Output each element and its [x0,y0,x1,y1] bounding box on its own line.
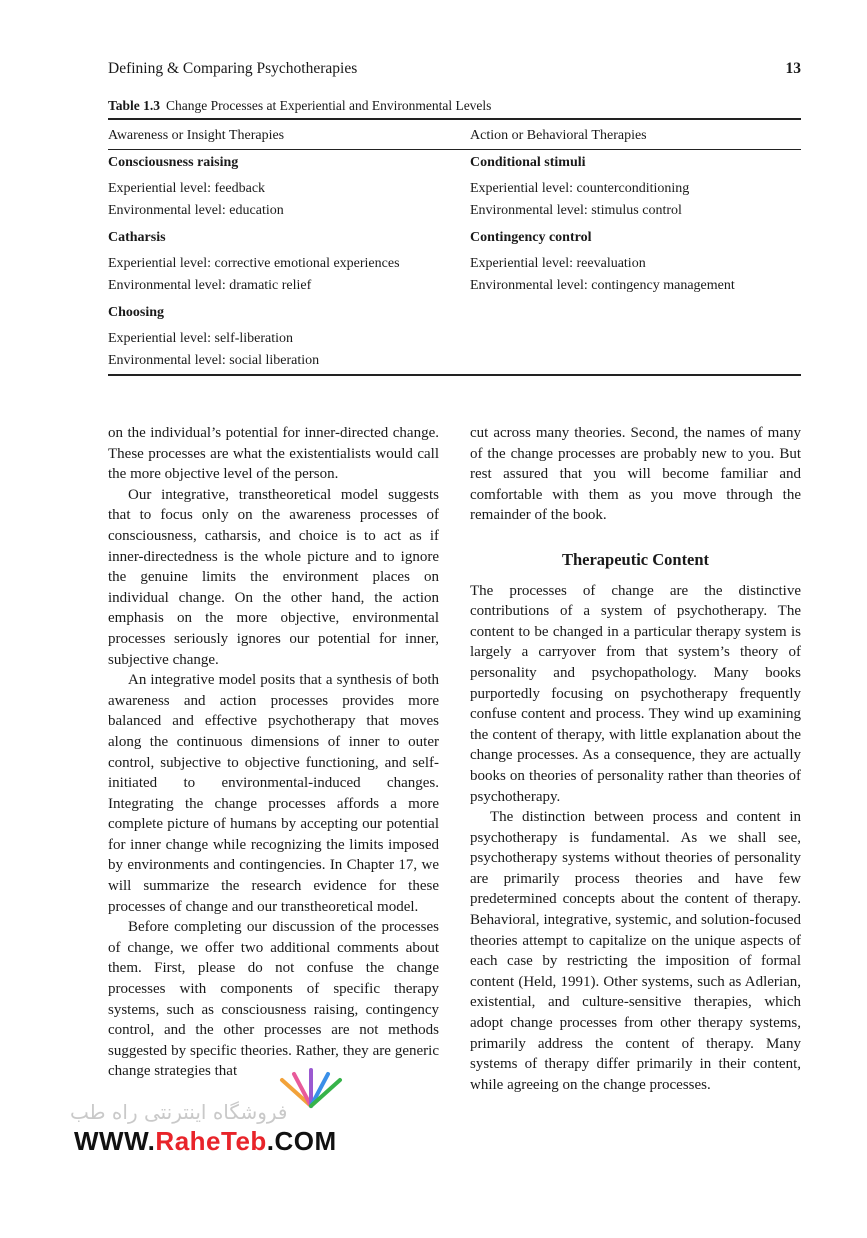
table-heading: Contingency control [470,230,592,245]
paragraph: Our integrative, transtheoretical model suggests that to focus only on the awareness processes of consciousness, catharsis, and choice is to act as if inner-directedness is the whole picture and to ignore the genuine limits the environment places on individual change. On the other hand, the action emphasis on the more objective, environmental processes seriously ignores our potential for inner, subjective change. [108,486,439,668]
table-heading: Consciousness raising [108,155,239,170]
body-column-right [470,423,801,1095]
table-cell: Experiential level: self-liberation [108,331,294,346]
watermark-brand: RaheTeb [155,1126,267,1156]
watermark-persian-text: فروشگاه اینترنتی راه طب [70,1100,288,1124]
table-header-rule [108,149,801,150]
table-cell: Experiential level: feedback [108,181,266,196]
table-cell: Experiential level: reevaluation [470,256,646,271]
table-cell: Environmental level: social liberation [108,353,320,368]
paragraph: The processes of change are the distinctive contributions of a system of psychotherapy. The content to be changed in a particular therapy system is largely a carryover from that system’s theory of personality and psychopathology. Many books purportedly focusing on psychotherapy frequently confuse content and process. They wind up examining the content of therapy, with little explanation about the change processes. As a consequence, they are actually books on theories of personality rather than theories of psychotherapy. [470,582,801,805]
table-cell: Experiential level: corrective emotional experiences [108,256,400,271]
table-cell: Environmental level: stimulus control [470,203,682,218]
table-caption [108,98,491,114]
table-heading: Conditional stimuli [470,155,586,170]
table-column-header-right: Action or Behavioral Therapies [470,128,647,143]
table-bottom-rule [108,374,801,376]
table-label: Table 1.3 [108,98,161,113]
watermark-prefix: WWW. [74,1126,156,1156]
page-number: 13 [785,60,801,77]
paragraph: on the individual’s potential for inner-directed change. These processes are what the existentialists would call the more objective level of the person. [108,425,439,483]
paragraph: Before completing our discussion of the processes of change, we offer two additional comments about them. First, please do not confuse the change processes with components of specific therapy systems, such as consciousness raising, contingency control, and the other processes are not methods suggested by specific theories. Rather, they are generic change strategies that [108,919,439,1080]
table-cell: Environmental level: education [108,203,284,218]
section-heading: Therapeutic Content [561,549,710,569]
running-title: Defining & Comparing Psychotherapies [108,60,358,77]
watermark-url [74,1126,337,1157]
table-title: Change Processes at Experiential and Environmental Levels [166,98,492,113]
table-heading: Choosing [108,305,165,320]
watermark-suffix: .COM [266,1126,337,1156]
table-column-header-left: Awareness or Insight Therapies [108,128,285,143]
running-header [108,60,801,82]
body-column-left [108,423,439,1082]
paragraph: The distinction between process and content in psychotherapy is fundamental. As we shall see, psychotherapy systems without theories of personality are primarily process theories and have few predetermined concepts about the content of therapy. Behavioral, integrative, systemic, and solution-focused theories attempt to capitalize on the unique aspects of each case by restricting the imposition of formal content (Held, 1991). Other systems, such as Adlerian, existential, and culture-sensitive therapies, which adopt change processes from other therapy systems, primarily address the content of therapy. Many systems of therapy differ primarily in their content, while agreeing on the change processes. [470,809,801,1093]
table-top-rule [108,118,801,120]
table-cell: Environmental level: dramatic relief [108,278,312,293]
paragraph: An integrative model posits that a synthesis of both awareness and action processes provides more balanced and effective psychotherapy that moves along the continuous dimensions of inner to outer control, subjective to objective functioning, and self-initiated to environmental-induced changes. Integrating the change processes affords a more complete picture of humans by accepting our potential for inner change while recognizing the limits imposed by environments and contingencies. In Chapter 17, we will summarize the research evidence for these processes of change and our transtheoretical model. [108,672,439,915]
paragraph: cut across many theories. Second, the names of many of the change processes are probably new to you. But rest assured that you will become familiar and comfortable with them as you move through the remainder of the book. [470,425,801,524]
table-heading: Catharsis [108,230,166,245]
table-cell: Environmental level: contingency management [470,278,735,293]
table-cell: Experiential level: counterconditioning [470,181,690,196]
